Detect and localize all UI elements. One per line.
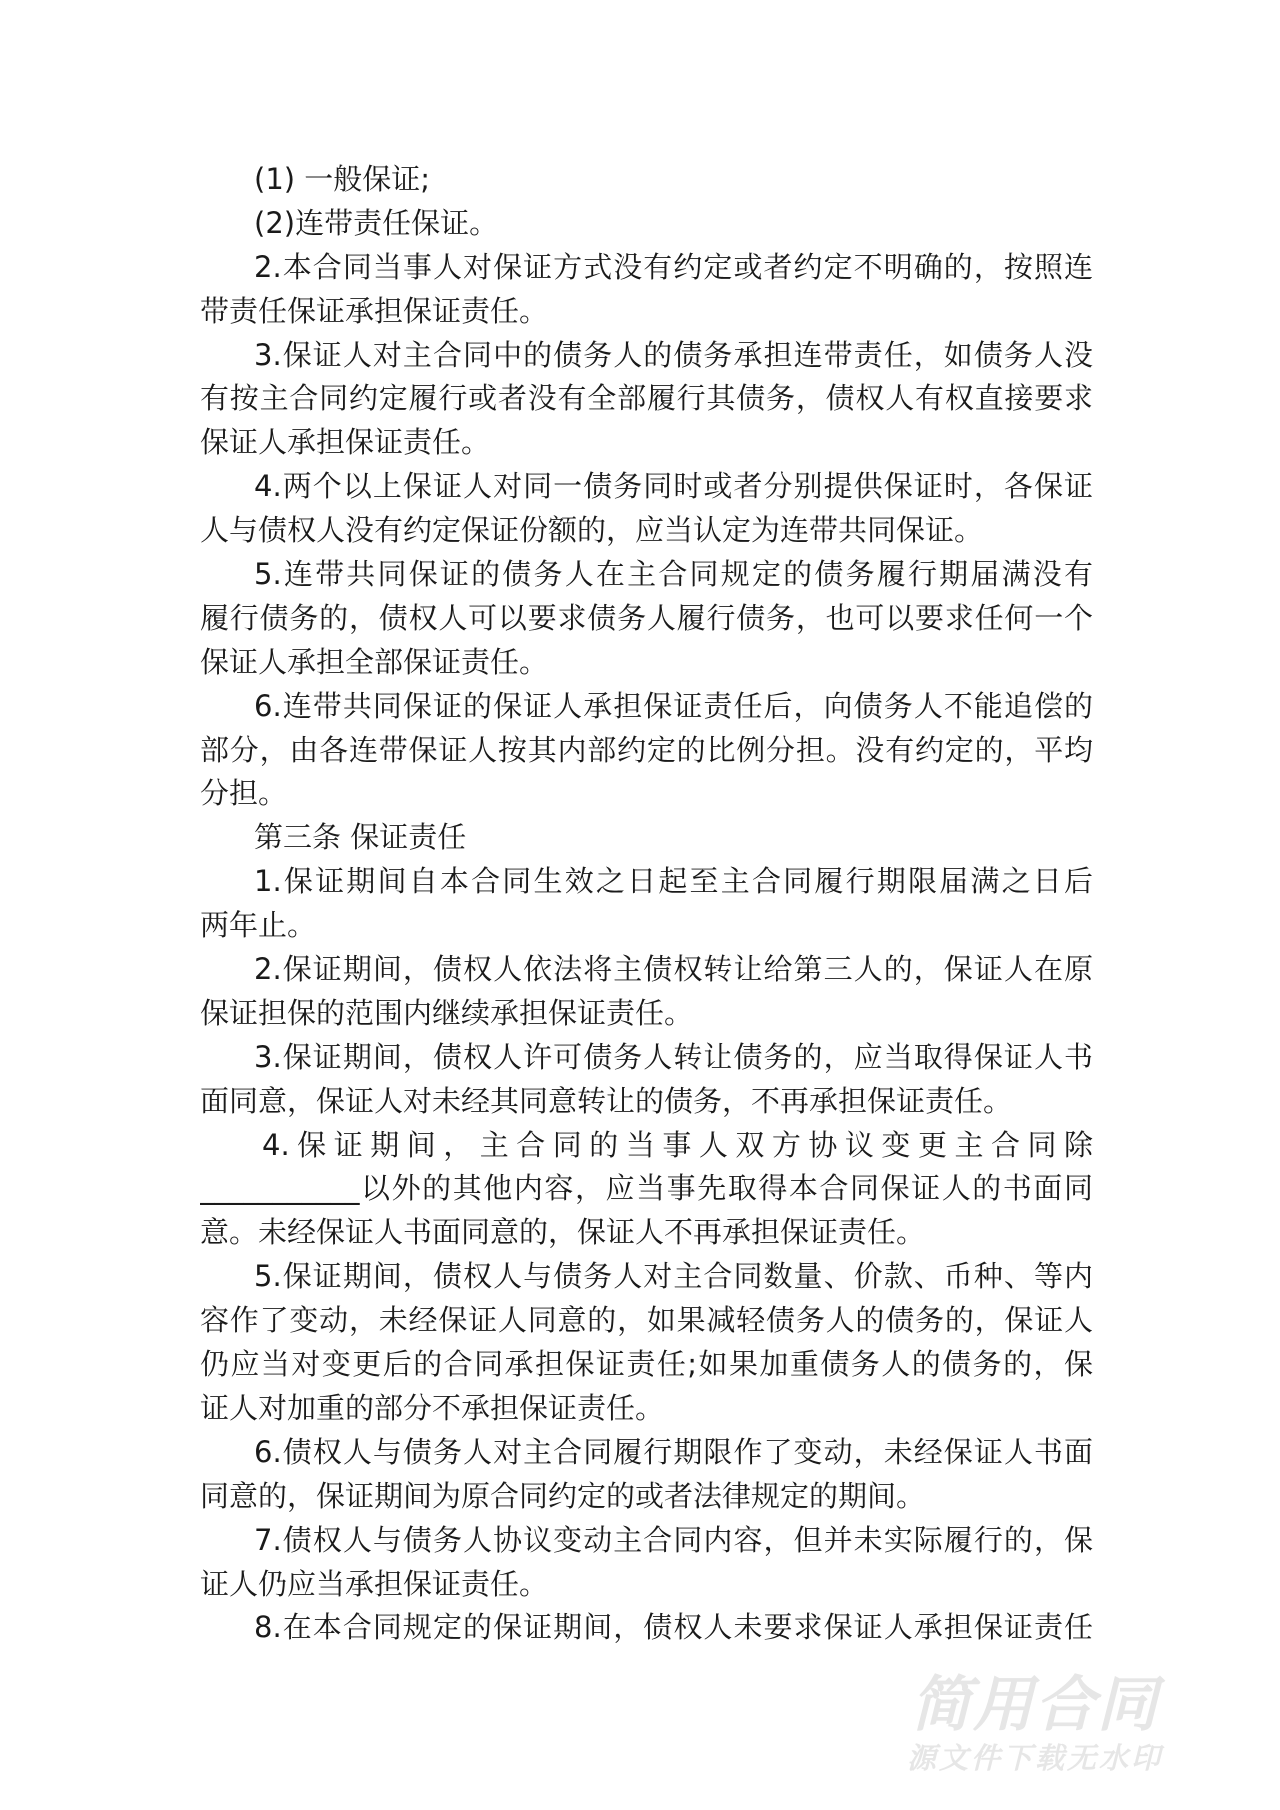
text-line: 同意的，保证期间为原合同约定的或者法律规定的期间。 xyxy=(200,1478,926,1513)
text-line: 分担。 xyxy=(200,776,288,811)
text-line: 第三条 保证责任 xyxy=(254,820,467,855)
text-line: 两年止。 xyxy=(200,908,317,943)
text-line: 保证担保的范围内继续承担保证责任。 xyxy=(200,995,694,1030)
text-line: ___________以外的其他内容，应当事先取得本合同保证人的书面同 xyxy=(200,1171,1093,1206)
document-page xyxy=(200,158,1093,1650)
text-line: 意。未经保证人书面同意的，保证人不再承担保证责任。 xyxy=(200,1215,926,1250)
text-line: 3.保证人对主合同中的债务人的债务承担连带责任，如债务人没 xyxy=(254,337,1093,372)
text-line: 3.保证期间，债权人许可债务人转让债务的，应当取得保证人书 xyxy=(254,1039,1093,1074)
text-line: 5.保证期间，债权人与债务人对主合同数量、价款、币种、等内 xyxy=(254,1259,1093,1294)
text-line: 6.债权人与债务人对主合同履行期限作了变动，未经保证人书面 xyxy=(254,1434,1093,1469)
watermark-subtitle: 源文件下载无水印 xyxy=(906,1741,1163,1775)
text-line: 面同意，保证人对未经其同意转让的债务，不再承担保证责任。 xyxy=(200,1083,1013,1118)
text-line: 证人对加重的部分不承担保证责任。 xyxy=(200,1390,665,1425)
text-line: 2.保证期间，债权人依法将主债权转让给第三人的，保证人在原 xyxy=(254,952,1093,987)
text-line: 有按主合同约定履行或者没有全部履行其债务，债权人有权直接要求 xyxy=(200,381,1093,416)
text-line: 履行债务的，债权人可以要求债务人履行债务，也可以要求任何一个 xyxy=(200,600,1093,635)
text-line: 6.连带共同保证的保证人承担保证责任后，向债务人不能追偿的 xyxy=(254,688,1093,723)
text-line: 带责任保证承担保证责任。 xyxy=(200,293,549,328)
text-line: (2)连带责任保证。 xyxy=(254,205,499,240)
text-line: 保证人承担保证责任。 xyxy=(200,425,491,460)
text-line: 部分，由各连带保证人按其内部约定的比例分担。没有约定的，平均 xyxy=(200,732,1093,767)
text-line: 4.保证期间，主合同的当事人双方协议变更主合同除 xyxy=(262,1127,1093,1162)
text-line: 4.两个以上保证人对同一债务同时或者分别提供保证时，各保证 xyxy=(254,469,1093,504)
text-line: 2.本合同当事人对保证方式没有约定或者约定不明确的，按照连 xyxy=(254,249,1093,284)
text-line: (1) 一般保证; xyxy=(254,162,431,196)
text-line: 8.在本合同规定的保证期间，债权人未要求保证人承担保证责任 xyxy=(254,1610,1093,1645)
watermark xyxy=(885,1672,1185,1778)
text-line: 人与债权人没有约定保证份额的，应当认定为连带共同保证。 xyxy=(200,513,984,548)
text-line: 保证人承担全部保证责任。 xyxy=(200,644,549,679)
text-line: 容作了变动，未经保证人同意的，如果减轻债务人的债务的，保证人 xyxy=(200,1303,1093,1338)
text-line: 5.连带共同保证的债务人在主合同规定的债务履行期届满没有 xyxy=(254,557,1093,592)
text-line: 1.保证期间自本合同生效之日起至主合同履行期限届满之日后 xyxy=(254,864,1093,899)
watermark-title: 简用合同 xyxy=(911,1670,1159,1740)
text-line: 7.债权人与债务人协议变动主合同内容，但并未实际履行的，保 xyxy=(254,1522,1093,1557)
text-line: 证人仍应当承担保证责任。 xyxy=(200,1566,549,1601)
text-line: 仍应当对变更后的合同承担保证责任;如果加重债务人的债务的，保 xyxy=(200,1347,1093,1382)
